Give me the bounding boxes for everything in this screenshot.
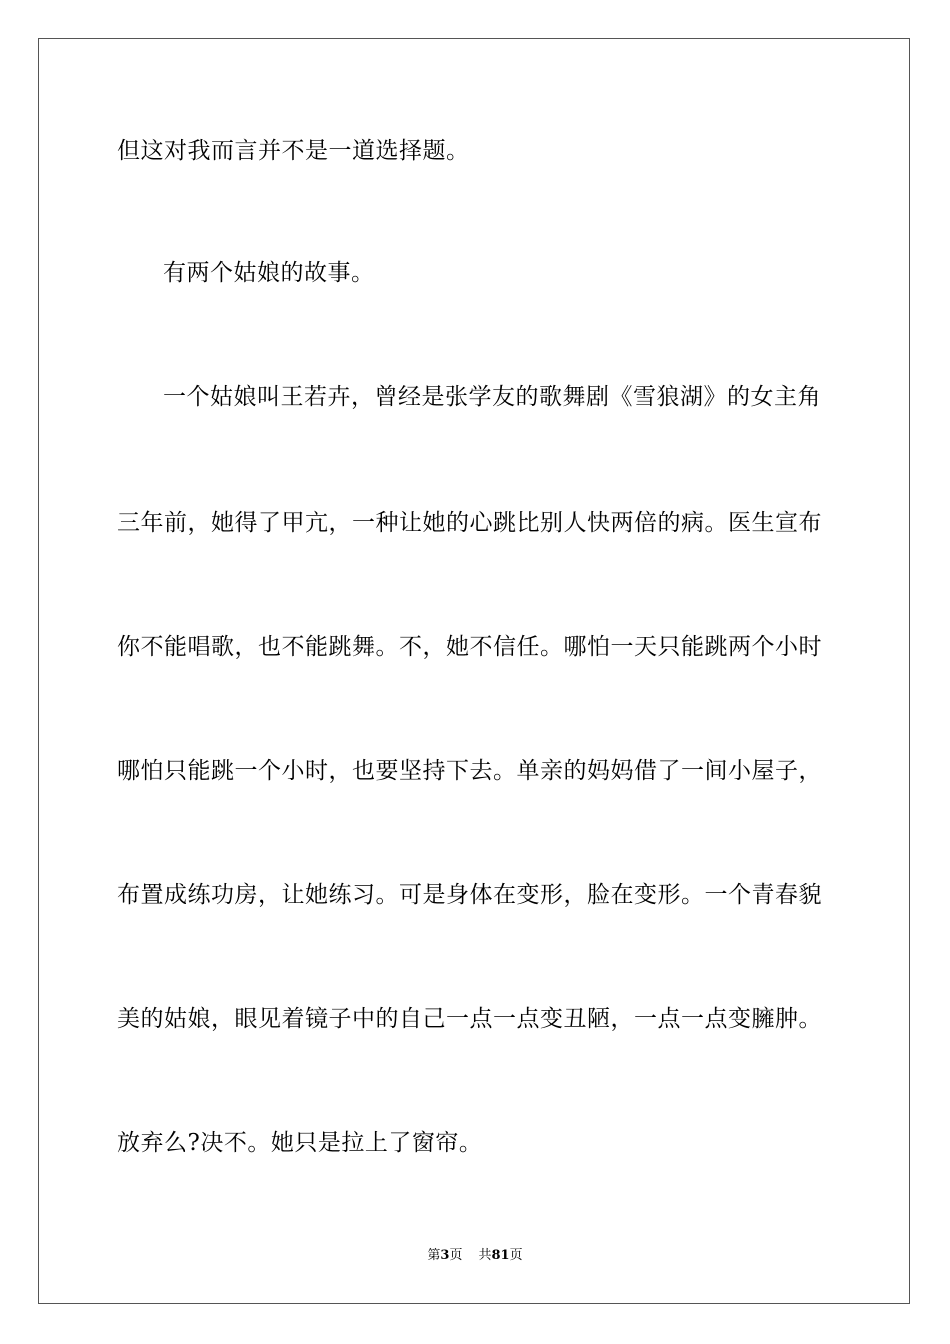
total-pages: 81 — [491, 1248, 510, 1263]
text-line-1: 但这对我而言并不是一道选择题。 — [117, 138, 470, 164]
text-line-9: 放弃么?决不。她只是拉上了窗帘。 — [117, 1130, 483, 1156]
text-line-4: 三年前，她得了甲亢，一种让她的心跳比别人快两倍的病。医生宣布 — [117, 510, 822, 536]
text-line-5: 你不能唱歌，也不能跳舞。不，她不信任。哪怕一天只能跳两个小时 — [117, 634, 822, 660]
text-line-7: 布置成练功房，让她练习。可是身体在变形，脸在变形。一个青春貌 — [117, 882, 822, 908]
page-prefix: 第 — [427, 1248, 441, 1263]
text-line-6: 哪怕只能跳一个小时，也要坚持下去。单亲的妈妈借了一间小屋子， — [117, 758, 822, 784]
text-line-3: 一个姑娘叫王若卉，曾经是张学友的歌舞剧《雪狼湖》的女主角 — [163, 384, 821, 410]
text-line-8: 美的姑娘，眼见着镜子中的自己一点一点变丑陋，一点一点变臃肿。 — [117, 1006, 822, 1032]
page-border — [38, 38, 910, 1304]
text-line-2: 有两个姑娘的故事。 — [163, 260, 375, 286]
page-footer — [0, 1247, 950, 1265]
total-suffix: 页 — [509, 1248, 523, 1263]
total-prefix: 共 — [478, 1248, 492, 1263]
page-number: 3 — [440, 1248, 450, 1263]
page-suffix: 页 — [449, 1248, 463, 1263]
